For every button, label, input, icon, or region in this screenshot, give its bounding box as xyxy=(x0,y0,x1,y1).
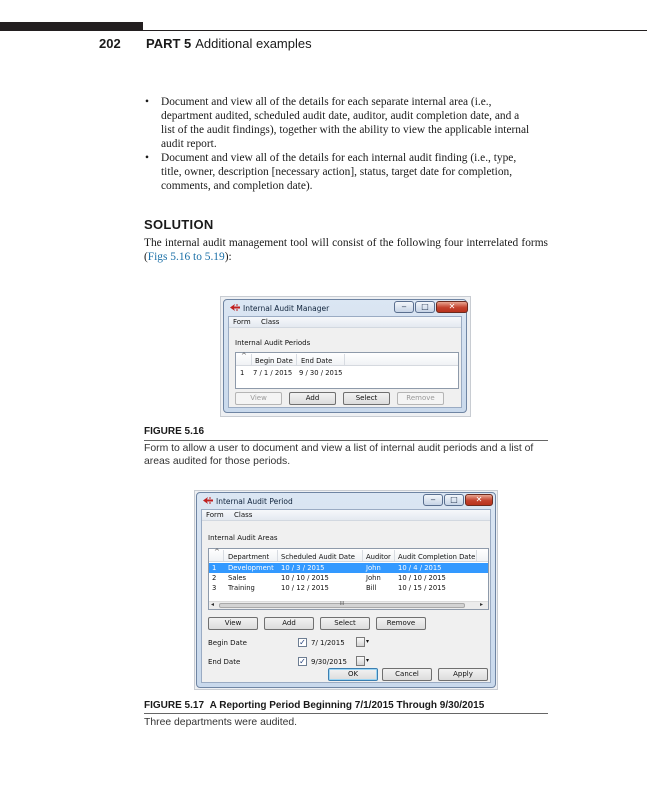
sort-caret-icon: ^ xyxy=(214,548,220,556)
maximize-icon: □ xyxy=(450,495,458,504)
title-bar[interactable] xyxy=(197,493,495,509)
table-row[interactable] xyxy=(209,583,488,593)
sort-caret-icon: ^ xyxy=(241,352,247,360)
close-button[interactable] xyxy=(436,301,468,313)
auditor-cell: John xyxy=(366,574,381,582)
scroll-right-icon[interactable]: ▸ xyxy=(480,601,484,608)
view-button[interactable]: View xyxy=(235,392,282,405)
row-index: 2 xyxy=(212,574,217,582)
title-bar[interactable] xyxy=(224,300,466,316)
chevron-down-icon[interactable]: ▾ xyxy=(366,657,370,664)
column-separator xyxy=(476,550,477,561)
view-button[interactable]: View xyxy=(208,617,258,630)
figure-5-16-rule xyxy=(144,440,548,441)
app-arrow-icon xyxy=(229,303,241,312)
menu-bar xyxy=(202,510,490,521)
app-arrow-icon xyxy=(202,496,214,505)
header-bar xyxy=(0,22,143,31)
menu-form[interactable]: Form xyxy=(233,318,251,326)
scheduled-date-cell: 10 / 10 / 2015 xyxy=(281,574,329,582)
begin-date-picker[interactable] xyxy=(298,637,378,649)
bullet-item: • Document and view all of the details for each separate internal area (i.e., department audited, scheduled audit date, auditor, audit completion date, and a list of the audit findings), together with the ability to view the applicable internal audit report. xyxy=(144,95,534,151)
minimize-icon: ‒ xyxy=(430,495,436,504)
window-client xyxy=(228,316,462,408)
column-separator xyxy=(296,354,297,365)
column-separator xyxy=(394,550,395,561)
part-title xyxy=(146,36,312,51)
column-auditor[interactable]: Auditor xyxy=(366,553,391,561)
department-cell: Development xyxy=(228,564,274,572)
solution-heading: SOLUTION xyxy=(144,217,214,232)
figure-5-17-title: A Reporting Period Beginning 7/1/2015 Through 9/30/2015 xyxy=(209,700,485,711)
row-index: 1 xyxy=(240,369,245,377)
column-separator xyxy=(277,550,278,561)
solution-text-end: ): xyxy=(224,251,232,263)
section-label: Internal Audit Periods xyxy=(235,339,311,347)
add-button[interactable]: Add xyxy=(289,392,336,405)
maximize-icon: □ xyxy=(421,302,429,311)
row-index: 1 xyxy=(212,564,217,572)
department-cell: Training xyxy=(228,584,255,592)
table-row[interactable] xyxy=(236,368,458,378)
column-department[interactable]: Department xyxy=(228,553,270,561)
calendar-icon[interactable] xyxy=(356,656,365,666)
column-audit-completion-date[interactable]: Audit Completion Date xyxy=(398,553,476,561)
close-button[interactable] xyxy=(465,494,493,506)
figure-5-17-label xyxy=(144,700,484,711)
end-date-picker[interactable] xyxy=(298,656,378,668)
window-title: Internal Audit Period xyxy=(216,497,293,506)
figure-reference-link[interactable]: Figs 5.16 to 5.19 xyxy=(147,251,225,263)
auditor-cell: Bill xyxy=(366,584,377,592)
calendar-icon[interactable] xyxy=(356,637,365,647)
scheduled-date-cell: 10 / 3 / 2015 xyxy=(281,564,325,572)
part-title-text: Additional examples xyxy=(195,36,312,51)
maximize-button[interactable] xyxy=(444,494,464,506)
end-date-value: 9/30/2015 xyxy=(311,658,347,666)
internal-audit-period-window xyxy=(196,492,496,688)
menu-form[interactable]: Form xyxy=(206,511,224,519)
begin-date-value: 7/ 1/2015 xyxy=(311,639,345,647)
figure-5-16-label: FIGURE 5.16 xyxy=(144,426,205,437)
grid-header xyxy=(209,549,488,562)
figure-5-17-caption: Three departments were audited. xyxy=(144,717,298,728)
ok-button[interactable]: OK xyxy=(328,668,378,681)
internal-audit-manager-window xyxy=(223,299,467,413)
minimize-icon: ‒ xyxy=(401,302,407,311)
figure-5-17-number: FIGURE 5.17 xyxy=(144,700,205,711)
chevron-down-icon[interactable]: ▾ xyxy=(366,638,370,645)
scroll-grip: III xyxy=(339,601,345,607)
close-icon: ✕ xyxy=(475,495,483,504)
table-row-selected[interactable] xyxy=(209,563,488,573)
completion-date-cell: 10 / 4 / 2015 xyxy=(398,564,442,572)
remove-button[interactable]: Remove xyxy=(376,617,426,630)
window-client xyxy=(201,509,491,683)
completion-date-cell: 10 / 10 / 2015 xyxy=(398,574,446,582)
completion-date-cell: 10 / 15 / 2015 xyxy=(398,584,446,592)
audit-periods-grid[interactable] xyxy=(235,352,459,389)
select-button[interactable]: Select xyxy=(320,617,370,630)
minimize-button[interactable] xyxy=(394,301,414,313)
bullet-item: • Document and view all of the details for each internal audit finding (i.e., type, title, owner, description [necessary action], status, target date for completion, comments, and completion date). xyxy=(144,151,534,193)
minimize-button[interactable] xyxy=(423,494,443,506)
end-date-cell: 9 / 30 / 2015 xyxy=(299,369,343,377)
begin-date-checkbox[interactable]: ✓ xyxy=(299,638,306,647)
scheduled-date-cell: 10 / 12 / 2015 xyxy=(281,584,329,592)
select-button[interactable]: Select xyxy=(343,392,390,405)
begin-date-label: Begin Date xyxy=(208,639,247,647)
apply-button[interactable]: Apply xyxy=(438,668,488,681)
end-date-checkbox[interactable]: ✓ xyxy=(299,657,306,666)
column-begin-date[interactable]: Begin Date xyxy=(255,357,293,365)
table-row[interactable] xyxy=(209,573,488,583)
row-index: 3 xyxy=(212,584,217,592)
bullet-list xyxy=(144,95,534,193)
scroll-left-icon[interactable]: ◂ xyxy=(211,601,215,608)
audit-areas-grid[interactable] xyxy=(208,548,489,610)
remove-button[interactable]: Remove xyxy=(397,392,444,405)
figure-5-17-rule xyxy=(144,713,548,714)
grid-header xyxy=(236,353,458,366)
close-icon: ✕ xyxy=(448,302,456,311)
horizontal-scrollbar[interactable] xyxy=(209,601,488,609)
add-button[interactable]: Add xyxy=(264,617,314,630)
menu-bar xyxy=(229,317,461,328)
column-separator xyxy=(344,354,345,365)
column-end-date[interactable]: End Date xyxy=(301,357,333,365)
part-label: PART 5 xyxy=(146,36,192,51)
section-label: Internal Audit Areas xyxy=(208,534,278,542)
menu-class[interactable]: Class xyxy=(261,318,280,326)
cancel-button[interactable]: Cancel xyxy=(382,668,432,681)
window-title: Internal Audit Manager xyxy=(243,304,330,313)
header-rule xyxy=(143,30,647,31)
menu-class[interactable]: Class xyxy=(234,511,253,519)
department-cell: Sales xyxy=(228,574,247,582)
page-number: 202 xyxy=(99,36,121,51)
column-separator xyxy=(223,550,224,561)
scroll-thumb[interactable] xyxy=(219,603,465,608)
column-separator xyxy=(251,354,252,365)
figure-5-16-caption: Form to allow a user to document and view a list of internal audit periods and a list of areas audited for those periods. xyxy=(144,443,534,467)
solution-text xyxy=(144,236,548,264)
column-scheduled-audit-date[interactable]: Scheduled Audit Date xyxy=(281,553,355,561)
column-separator xyxy=(362,550,363,561)
maximize-button[interactable] xyxy=(415,301,435,313)
solution-text-start: The internal audit management tool will consist of the following four interrelated forms ( xyxy=(144,237,548,263)
end-date-label: End Date xyxy=(208,658,241,666)
begin-date-cell: 7 / 1 / 2015 xyxy=(253,369,293,377)
auditor-cell: John xyxy=(366,564,381,572)
